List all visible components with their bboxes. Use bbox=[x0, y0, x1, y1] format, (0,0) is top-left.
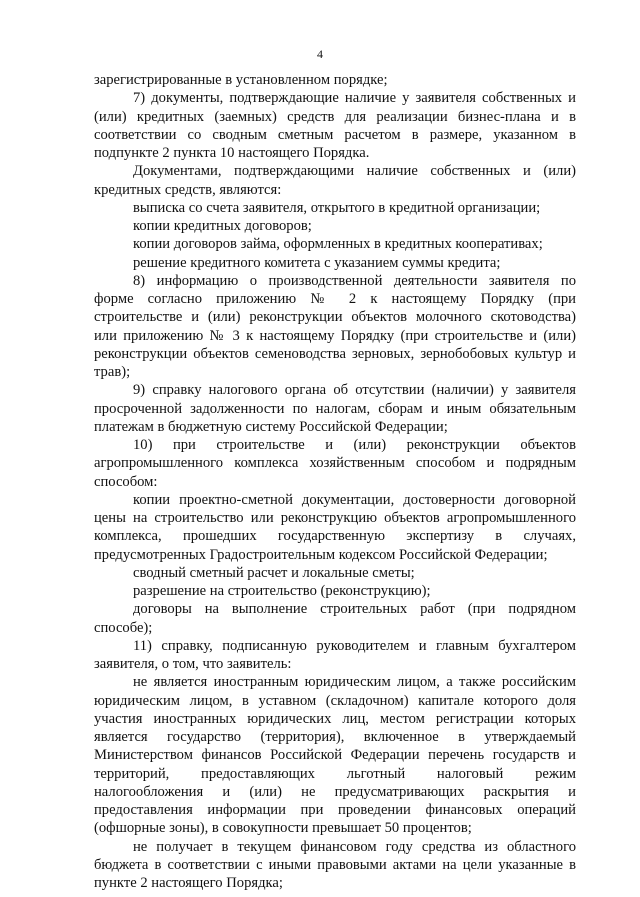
text-line: не является иностранным юридическим лицом, а также российским bbox=[133, 674, 576, 691]
text-line: копии кредитных договоров; bbox=[133, 218, 312, 234]
text-line: налогообложения и (или) не предусматривающих раскрытия и bbox=[94, 783, 576, 800]
text-line: зарегистрированные в установленном порядке; bbox=[94, 72, 388, 88]
text-line: способе); bbox=[94, 619, 153, 636]
text-line: копии договоров займа, оформленных в кредитных кооперативах; bbox=[133, 236, 543, 253]
text-line: территорий, предоставляющих льготный налоговый режим bbox=[94, 765, 576, 782]
text-line: 8) информацию о производственной деятельности заявителя по bbox=[133, 272, 576, 289]
text-line: или приложению № 3 к настоящему Порядку (при строительстве и (или) bbox=[94, 327, 576, 344]
text-line: (офшорные зоны), в совокупности превышает 50 процентов; bbox=[94, 820, 472, 837]
text-line: пункте 2 настоящего Порядка; bbox=[94, 875, 283, 891]
text-line: Министерством финансов Российской Федерации перечень государств и bbox=[94, 747, 576, 764]
text-line: выписка со счета заявителя, открытого в кредитной организации; bbox=[133, 199, 541, 216]
text-line: заявителя, о том, что заявитель: bbox=[94, 656, 292, 672]
text-line: агропромышленного комплекса хозяйственным способом и подрядным bbox=[94, 455, 576, 472]
text-line: просроченной задолженности по налогам, сборам и иным обязательным bbox=[94, 400, 576, 417]
text-line: подпункте 2 пункта 10 настоящего Порядка. bbox=[94, 145, 370, 161]
text-line: юридическим лицом, в уставном (складочном) капитале которого доля bbox=[94, 692, 576, 709]
text-line: бюджета в соответствии с иными правовыми актами на цели указанные в bbox=[94, 856, 576, 873]
text-line: способом: bbox=[94, 473, 158, 490]
text-line: копии проектно-сметной документации, достоверности договорной bbox=[133, 491, 576, 508]
text-line: 11) справку, подписанную руководителем и главным бухгалтером bbox=[133, 637, 576, 654]
text-line: кредитных средств, являются: bbox=[94, 181, 282, 198]
text-line: комплекса, прошедших государственную экспертизу в случаях, bbox=[94, 528, 576, 545]
text-line: реконструкции объектов семеноводства зерновых, зернобобовых культур и bbox=[94, 345, 576, 362]
text-line: не получает в текущем финансовом году средства из областного bbox=[133, 838, 576, 855]
text-line: (или) кредитных (заемных) средств для реализации бизнес-плана и в bbox=[94, 108, 576, 125]
text-line: форме согласно приложению № 2 к настоящему Порядку (при bbox=[94, 291, 576, 307]
text-line: предусмотренных Градостроительным кодексом Российской Федерации; bbox=[94, 546, 548, 563]
text-line: решение кредитного комитета с указанием суммы кредита; bbox=[133, 254, 501, 271]
text-line: платежам в бюджетную систему Российской Федерации; bbox=[94, 418, 448, 435]
text-line: 7) документы, подтверждающие наличие у заявителя собственных и bbox=[133, 90, 576, 107]
text-line: соответствии со сводным сметным расчетом в размере, указанном в bbox=[94, 126, 576, 143]
text-line: трав); bbox=[94, 364, 131, 380]
text-line: участия иностранных юридических лиц, местом регистрации которых bbox=[94, 710, 576, 727]
text-line: договоры на выполнение строительных работ (при подрядном bbox=[133, 601, 576, 618]
text-line: предоставления информации при проведении финансовых операций bbox=[94, 802, 576, 818]
text-line: Документами, подтверждающими наличие собственных и (или) bbox=[133, 163, 576, 180]
text-line: строительстве и (или) реконструкции объектов молочного скотоводства) bbox=[94, 309, 576, 326]
text-line: разрешение на строительство (реконструкцию); bbox=[133, 583, 431, 599]
text-line: сводный сметный расчет и локальные сметы; bbox=[133, 564, 415, 581]
text-line: цены на строительство или реконструкцию объектов агропромышленного bbox=[94, 510, 576, 526]
page-number: 4 bbox=[317, 47, 323, 61]
text-line: 9) справку налогового органа об отсутствии (наличии) у заявителя bbox=[133, 382, 576, 399]
text-line: 10) при строительстве и (или) реконструкции объектов bbox=[133, 437, 576, 453]
text-line: является государство (территория), включенное в утверждаемый bbox=[94, 729, 576, 745]
